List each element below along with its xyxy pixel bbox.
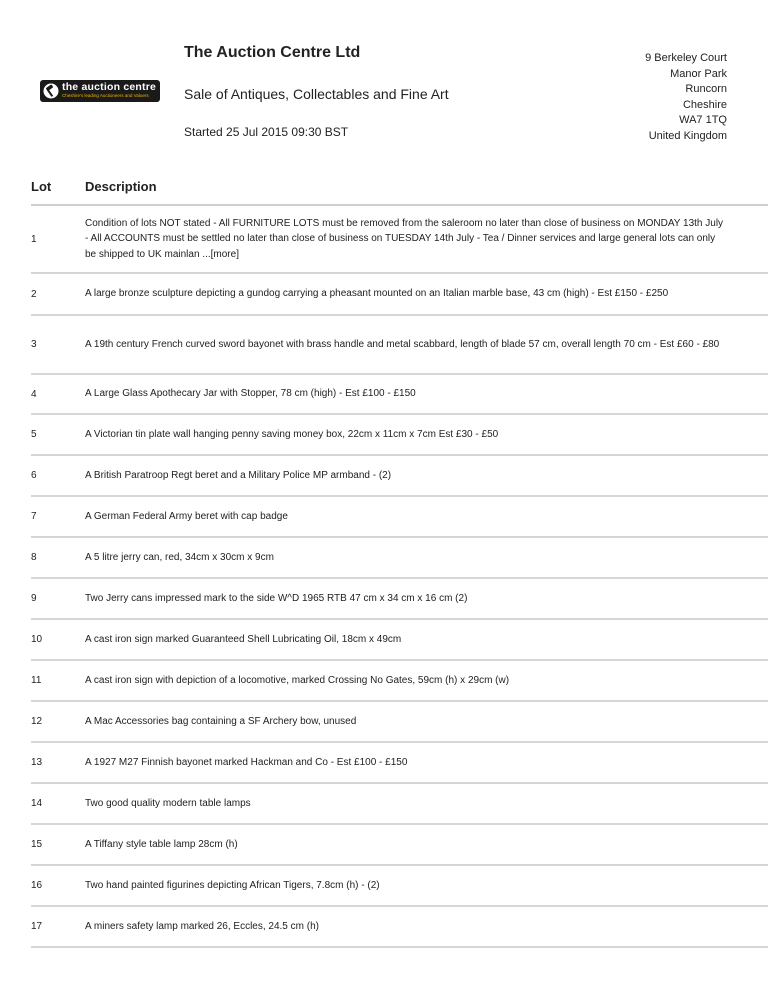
lot-row — [31, 702, 768, 743]
sale-start-time: Started 25 Jul 2015 09:30 BST — [184, 125, 349, 139]
lot-row — [31, 784, 768, 825]
column-header-lot: Lot — [31, 179, 52, 194]
lot-number: 17 — [31, 921, 43, 932]
lot-number: 13 — [31, 757, 43, 768]
lot-description: A Large Glass Apothecary Jar with Stopper, 78 cm (high) - Est £100 - £150 — [85, 388, 416, 400]
lot-row — [31, 316, 768, 375]
column-header-description: Description — [85, 179, 157, 194]
lot-description: A 19th century French curved sword bayonet with brass handle and metal scabbard, length of blade 57 cm, overall length 70 cm - Est £60 - £80 — [85, 338, 720, 350]
lot-list — [31, 206, 768, 948]
lot-row — [31, 907, 768, 948]
lot-row — [31, 375, 768, 415]
lot-number: 12 — [31, 716, 43, 727]
lot-description: A cast iron sign marked Guaranteed Shell Lubricating Oil, 18cm x 49cm — [85, 633, 402, 645]
company-logo — [40, 80, 160, 102]
gavel-icon — [43, 82, 59, 100]
lot-number: 8 — [31, 552, 37, 563]
address-line: Manor Park — [670, 67, 727, 80]
lot-number: 3 — [31, 339, 37, 350]
lot-row — [31, 538, 768, 579]
address-line: WA7 1TQ — [679, 114, 727, 127]
logo-name: the auction centre — [62, 81, 157, 93]
lot-row — [31, 661, 768, 702]
lot-row — [31, 743, 768, 784]
lot-number: 1 — [31, 233, 37, 245]
logo-tagline: Cheshire's leading Auctioneers and Valuers — [62, 93, 149, 98]
lot-description: Condition of lots NOT stated - All FURNITURE LOTS must be removed from the saleroom no later than close of business on MONDAY 13th July - All ACCOUNTS must be settled no later than close of business on TUESDAY 14th July - Tea / Dinner services and large general lots can only be shipped to UK mainlan ...[more] — [85, 217, 724, 260]
lot-description: A British Paratroop Regt beret and a Military Police MP armband - (2) — [85, 469, 392, 481]
lot-number: 2 — [31, 288, 37, 300]
address-line: Cheshire — [682, 98, 727, 111]
lot-description: A 1927 M27 Finnish bayonet marked Hackman and Co - Est £100 - £150 — [85, 756, 408, 768]
address-line: United Kingdom — [648, 129, 727, 142]
sale-title: Sale of Antiques, Collectables and Fine Art — [184, 86, 449, 102]
lot-number: 11 — [31, 675, 42, 686]
lot-description: Two Jerry cans impressed mark to the side W^D 1965 RTB 47 cm x 34 cm x 16 cm (2) — [85, 592, 468, 604]
lot-number: 14 — [31, 798, 43, 809]
lot-number: 4 — [31, 388, 37, 400]
lot-number: 16 — [31, 880, 43, 891]
lot-number: 5 — [31, 429, 37, 440]
address-line: 9 Berkeley Court — [645, 52, 727, 64]
lot-row — [31, 620, 768, 661]
lot-number: 15 — [31, 839, 43, 850]
lot-number: 7 — [31, 511, 37, 522]
lot-number: 6 — [31, 470, 37, 481]
lot-description: A miners safety lamp marked 26, Eccles, 24.5 cm (h) — [85, 920, 319, 932]
lot-row — [31, 456, 768, 497]
lot-row — [31, 274, 768, 316]
lot-description: A Tiffany style table lamp 28cm (h) — [85, 838, 238, 850]
lot-description: A Victorian tin plate wall hanging penny saving money box, 22cm x 11cm x 7cm Est £30 - £50 — [85, 428, 499, 440]
company-address — [645, 51, 727, 145]
lot-description: A cast iron sign with depiction of a locomotive, marked Crossing No Gates, 59cm (h) x 29cm (w) — [85, 674, 510, 686]
lot-row — [31, 579, 768, 620]
lot-row — [31, 825, 768, 866]
lot-description: A large bronze sculpture depicting a gundog carrying a pheasant mounted on an Italian marble base, 43 cm (high) - Est £150 - £250 — [85, 288, 669, 300]
lot-row — [31, 415, 768, 456]
lot-description: Two good quality modern table lamps — [85, 797, 251, 809]
lot-number: 10 — [31, 634, 43, 645]
lot-row — [31, 866, 768, 907]
lot-description: A 5 litre jerry can, red, 34cm x 30cm x 9cm — [85, 551, 274, 563]
address-line: Runcorn — [685, 83, 727, 96]
company-name: The Auction Centre Ltd — [184, 44, 361, 61]
lot-description: A German Federal Army beret with cap badge — [85, 510, 288, 522]
lot-description: A Mac Accessories bag containing a SF Archery bow, unused — [85, 715, 357, 727]
lot-row — [31, 206, 768, 274]
lot-number: 9 — [31, 593, 37, 604]
lot-description: Two hand painted figurines depicting African Tigers, 7.8cm (h) - (2) — [85, 879, 380, 891]
lot-row — [31, 497, 768, 538]
